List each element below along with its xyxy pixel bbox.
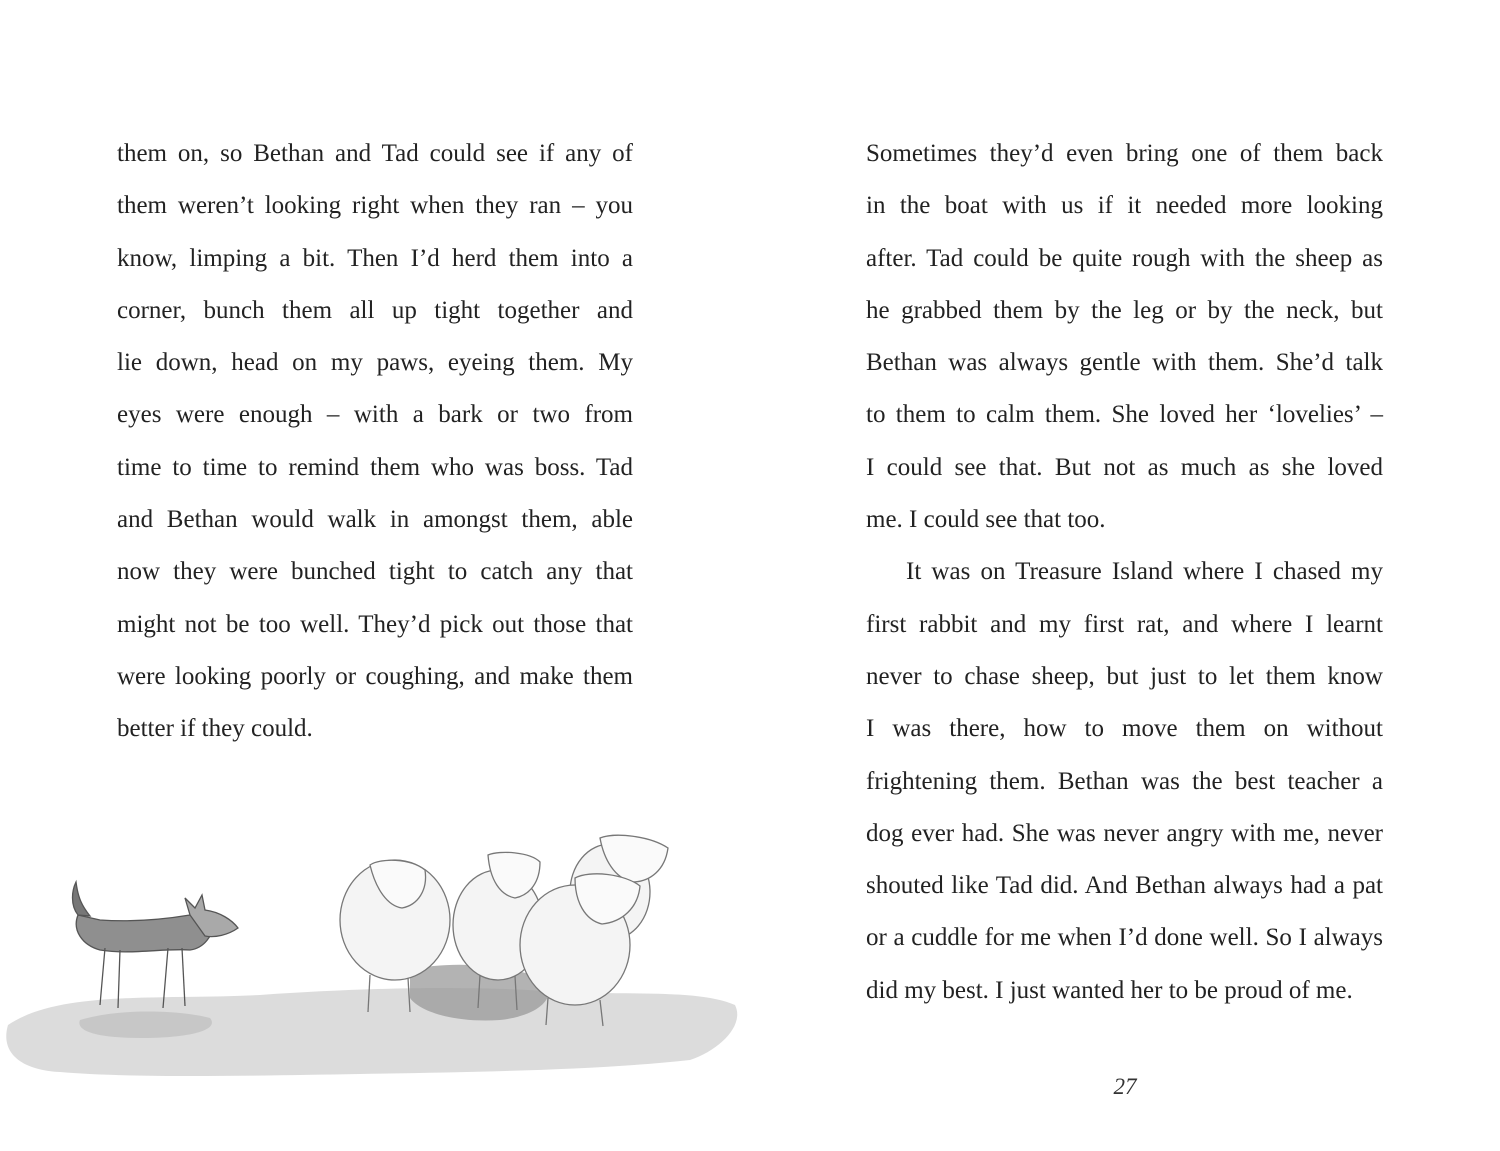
text-line: time to time to remind them who was boss. Tad <box>117 453 633 481</box>
text-line: or a cuddle for me when I’d done well. So I always <box>866 924 1383 952</box>
text-line: never to chase sheep, but just to let them know <box>866 662 1383 690</box>
text-line: after. Tad could be quite rough with the sheep as <box>866 244 1383 272</box>
text-line: frightening them. Bethan was the best teacher a <box>866 767 1383 795</box>
text-line: to them to calm them. She loved her ‘lovelies’ – <box>866 401 1383 429</box>
text-line: first rabbit and my first rat, and where I learnt <box>866 610 1383 638</box>
text-line: lie down, head on my paws, eyeing them. My <box>117 349 633 377</box>
text-line: corner, bunch them all up tight together and <box>117 296 633 324</box>
text-line: now they were bunched tight to catch any that <box>117 558 633 586</box>
page-number: 27 <box>1113 1074 1137 1099</box>
text-line: did my best. I just wanted her to be proud of me. <box>866 976 1353 1004</box>
text-line: I was there, how to move them on without <box>866 715 1383 743</box>
right-page-text <box>866 128 1383 1017</box>
text-line: know, limping a bit. Then I’d herd them into a <box>117 244 633 272</box>
text-line: It was on Treasure Island where I chased my <box>906 558 1383 586</box>
text-line: and Bethan would walk in amongst them, able <box>117 506 633 534</box>
text-line: Bethan was always gentle with them. She’d talk <box>866 349 1383 377</box>
text-line: them on, so Bethan and Tad could see if any of <box>117 140 633 167</box>
text-line: shouted like Tad did. And Bethan always had a pat <box>866 872 1383 900</box>
left-page-text <box>117 128 633 756</box>
text-line: might not be too well. They’d pick out those that <box>117 610 633 638</box>
text-line: better if they could. <box>117 715 313 743</box>
text-line: were looking poorly or coughing, and make them <box>117 662 633 690</box>
text-line: eyes were enough – with a bark or two from <box>117 401 633 429</box>
text-line: Sometimes they’d even bring one of them back <box>866 140 1383 167</box>
text-line: me. I could see that too. <box>866 506 1106 534</box>
text-line: dog ever had. She was never angry with me, never <box>866 819 1383 847</box>
text-line: them weren’t looking right when they ran – you <box>117 192 633 220</box>
text-line: in the boat with us if it needed more looking <box>866 192 1383 220</box>
dog-and-sheep-illustration <box>0 820 760 1120</box>
sheepdog-figure <box>73 882 239 1008</box>
text-line: he grabbed them by the leg or by the neck, but <box>866 296 1383 324</box>
text-line: I could see that. But not as much as she loved <box>866 453 1383 481</box>
